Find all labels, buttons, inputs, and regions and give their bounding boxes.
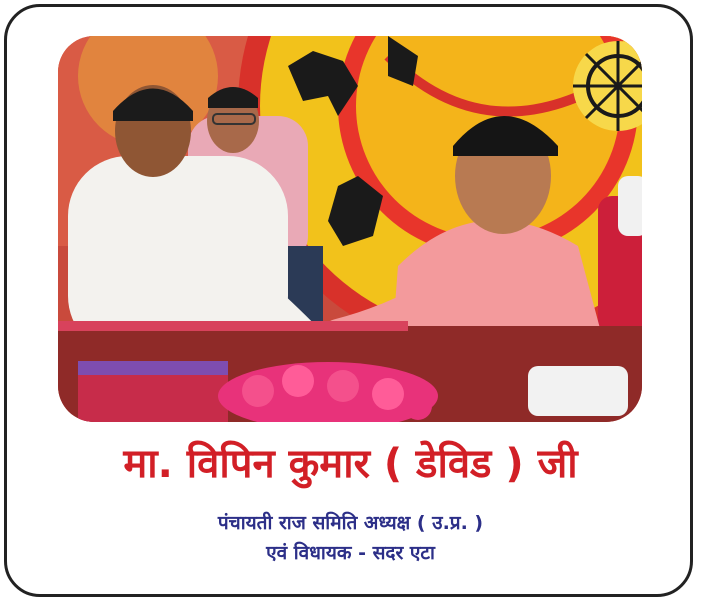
- person-name-title: मा. विपिन कुमार ( डेविड ) जी: [123, 441, 578, 487]
- fabric-purple: [78, 361, 228, 375]
- designation-line-1: पंचायती राज समिति अध्यक्ष ( उ.प्र. ): [217, 512, 484, 534]
- white-cushion: [528, 366, 628, 416]
- designation-line-2: एवं विधायक - सदर एटा: [266, 542, 435, 564]
- table-edge: [58, 321, 408, 331]
- photo-illustration: [58, 36, 642, 422]
- chair-cushion: [618, 176, 642, 236]
- portrait-photo: [58, 36, 642, 422]
